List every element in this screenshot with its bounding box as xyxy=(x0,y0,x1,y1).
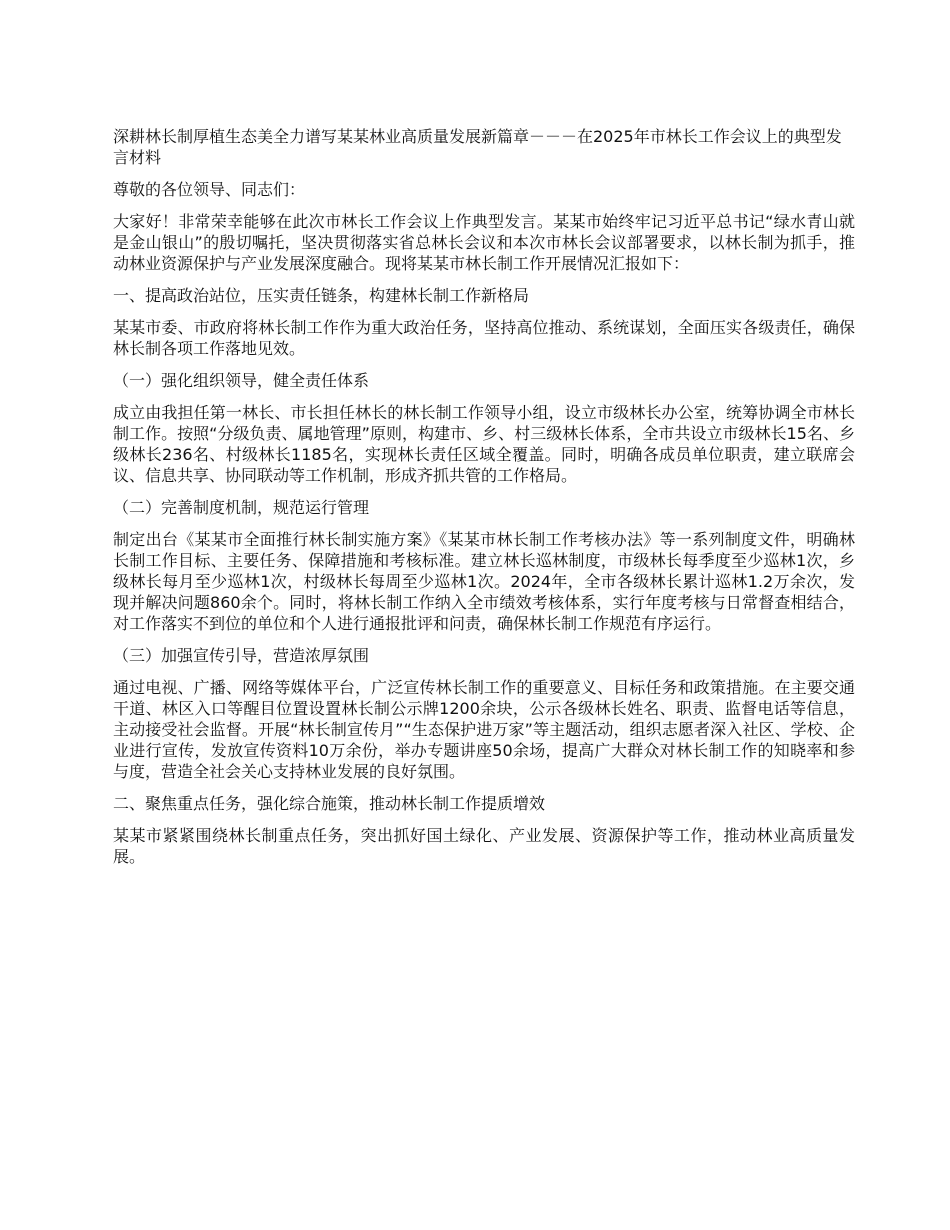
subsection-1-paragraph: 成立由我担任第一林长、市长担任林长的林长制工作领导小组，设立市级林长办公室，统筹协调全市林长制工作。按照“分级负责、属地管理”原则，构建市、乡、村三级林长体系，全市共设立市级林长15名、乡级林长236名、村级林长1185名，实现林长责任区域全覆盖。同时，明确各成员单位职责，建立联席会议、信息共享、协同联动等工作机制，形成齐抓共管的工作格局。 xyxy=(113,403,855,485)
document-page xyxy=(113,126,855,878)
section-2-heading: 二、聚焦重点任务，强化综合施策，推动林长制工作提质增效 xyxy=(113,794,546,813)
intro-paragraph: 大家好！非常荣幸能够在此次市林长工作会议上作典型发言。某某市始终牢记习近平总书记“绿水青山就是金山银山”的殷切嘱托，坚决贯彻落实省总林长会议和本次市林长会议部署要求，以林长制为抓手，推动林业资源保护与产业发展深度融合。现将某某市林长制工作开展情况汇报如下： xyxy=(113,212,855,273)
document-title: 深耕林长制厚植生态美全力谱写某某林业高质量发展新篇章－－－在2025年市林长工作会议上的典型发言材料 xyxy=(113,127,842,167)
section-1-heading: 一、提高政治站位，压实责任链条，构建林长制工作新格局 xyxy=(113,286,530,305)
section-1-paragraph: 某某市委、市政府将林长制工作作为重大政治任务，坚持高位推动、系统谋划，全面压实各级责任，确保林长制各项工作落地见效。 xyxy=(113,318,855,358)
subsection-3-heading: （三）加强宣传引导，营造浓厚氛围 xyxy=(113,646,370,665)
section-2-paragraph: 某某市紧紧围绕林长制重点任务，突出抓好国土绿化、产业发展、资源保护等工作，推动林业高质量发展。 xyxy=(113,826,855,866)
salutation: 尊敬的各位领导、同志们： xyxy=(113,180,306,199)
subsection-3-paragraph: 通过电视、广播、网络等媒体平台，广泛宣传林长制工作的重要意义、目标任务和政策措施。在主要交通干道、林区入口等醒目位置设置林长制公示牌1200余块，公示各级林长姓名、职责、监督电话等信息，主动接受社会监督。开展“林长制宣传月”“生态保护进万家”等主题活动，组织志愿者深入社区、学校、企业进行宣传，发放宣传资料10万余份，举办专题讲座50余场，提高广大群众对林长制工作的知晓率和参与度，营造全社会关心支持林业发展的良好氛围。 xyxy=(113,678,855,781)
subsection-1-heading: （一）强化组织领导，健全责任体系 xyxy=(113,371,370,390)
subsection-2-heading: （二）完善制度机制，规范运行管理 xyxy=(113,498,370,517)
subsection-2-paragraph: 制定出台《某某市全面推行林长制实施方案》《某某市林长制工作考核办法》等一系列制度文件，明确林长制工作目标、主要任务、保障措施和考核标准。建立林长巡林制度，市级林长每季度至少巡林1次，乡级林长每月至少巡林1次，村级林长每周至少巡林1次。2024年，全市各级林长累计巡林1.2万余次，发现并解决问题860余个。同时，将林长制工作纳入全市绩效考核体系，实行年度考核与日常督查相结合，对工作落实不到位的单位和个人进行通报批评和问责，确保林长制工作规范有序运行。 xyxy=(113,530,855,633)
